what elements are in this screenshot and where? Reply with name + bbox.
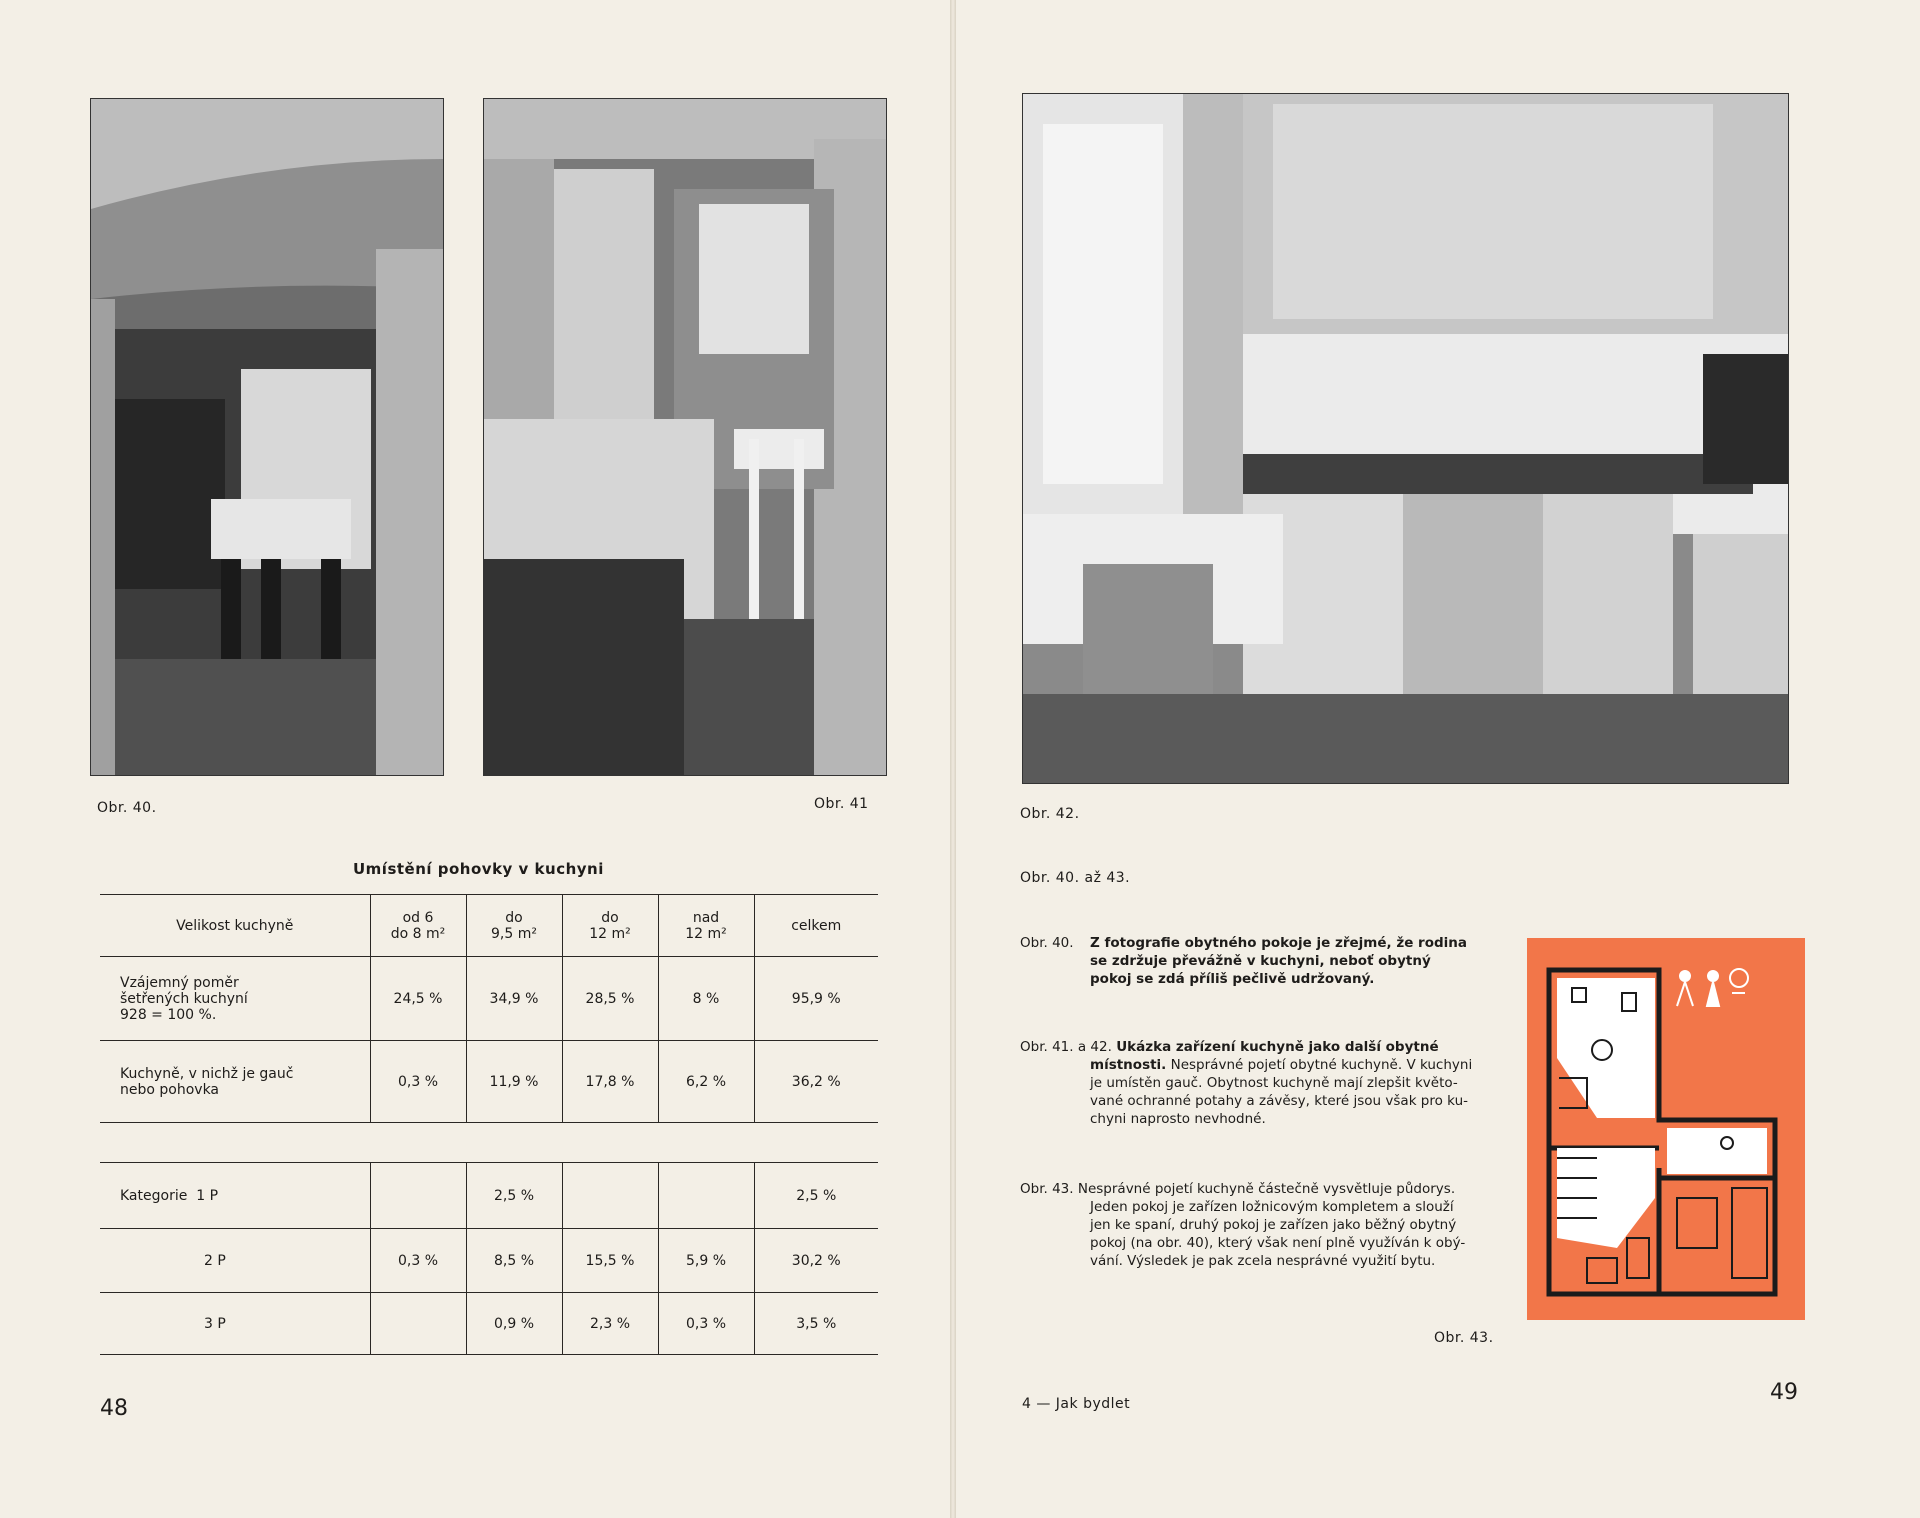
paragraph-line — [1020, 1038, 1500, 1056]
paragraph-obr-40 — [1020, 934, 1500, 988]
paragraph-text: Nesprávné pojetí obytné kuchyně. V kuchyni — [1166, 1057, 1473, 1073]
row-label-line1: Vzájemný poměr — [120, 974, 239, 991]
header-col4 — [658, 895, 754, 957]
table-title: Umístění pohovky v kuchyni — [353, 860, 604, 878]
paragraph-line — [1020, 1180, 1500, 1198]
header-col1-line1: od 6 — [402, 909, 434, 926]
table-cell: 3,5 % — [754, 1293, 878, 1355]
caption-obr-43: Obr. 43. — [1434, 1330, 1494, 1346]
caption-obr-40-43: Obr. 40. až 43. — [1020, 870, 1131, 886]
table-cell: 0,3 % — [658, 1293, 754, 1355]
row-label: 3 P — [100, 1293, 370, 1355]
table-cell: 2,5 % — [754, 1163, 878, 1229]
table-cell: 95,9 % — [754, 957, 878, 1041]
row-label-line2: šetřených kuchyní — [120, 990, 248, 1007]
header-total: celkem — [754, 895, 878, 957]
row-label-line1: Kuchyně, v nichž je gauč — [120, 1065, 294, 1082]
table-cell: 17,8 % — [562, 1041, 658, 1123]
table-cell — [370, 1163, 466, 1229]
category-table — [100, 1162, 878, 1355]
category-label: Kategorie — [120, 1187, 188, 1204]
paragraph-text: vání. Výsledek je pak zcela nesprávné využití bytu. — [1090, 1253, 1436, 1269]
table-cell: 24,5 % — [370, 957, 466, 1041]
header-col4-line2: 12 m² — [685, 925, 727, 942]
table-cell: 11,9 % — [466, 1041, 562, 1123]
paragraph-label: Obr. 40. — [1020, 935, 1074, 951]
paragraph-text: Jeden pokoj je zařízen ložnicovým kompletem a slouží — [1090, 1199, 1454, 1215]
header-kitchen-size: Velikost kuchyně — [100, 895, 370, 957]
paragraph-obr-43 — [1020, 1180, 1500, 1270]
row-label: 2 P — [100, 1229, 370, 1293]
paragraph-text: je umístěn gauč. Obytnost kuchyně mají zlepšit květo- — [1090, 1075, 1458, 1091]
paragraph-text: vané ochranné potahy a závěsy, které jsou však pro ku- — [1090, 1093, 1469, 1109]
kitchen-size-table — [100, 894, 878, 1123]
caption-obr-41: Obr. 41 — [814, 796, 869, 812]
table-cell: 36,2 % — [754, 1041, 878, 1123]
paragraph-label: Obr. 43. — [1020, 1181, 1074, 1197]
paragraph-text: Z fotografie obytného pokoje je zřejmé, že rodina — [1090, 935, 1468, 951]
row-label-line3: 928 = 100 %. — [120, 1006, 217, 1023]
table-cell — [658, 1163, 754, 1229]
caption-obr-40: Obr. 40. — [97, 800, 157, 816]
paragraph-text: se zdržuje převážně v kuchyni, neboť obytný — [1090, 953, 1431, 969]
row-label-line2: nebo pohovka — [120, 1081, 220, 1098]
category-value: 1 P — [196, 1187, 219, 1204]
photo-obr-41-kitchen-couch — [483, 98, 887, 776]
table-row — [100, 1041, 878, 1123]
header-col3-line1: do — [601, 909, 619, 926]
row-label — [100, 957, 370, 1041]
paragraph-text: Ukázka zařízení kuchyně jako další obytné — [1116, 1039, 1439, 1055]
header-col1-line2: do 8 m² — [390, 925, 446, 942]
header-col2 — [466, 895, 562, 957]
header-col2-line1: do — [505, 909, 523, 926]
floor-plan-people-icons — [1677, 969, 1748, 1006]
paragraph-line — [1020, 934, 1500, 952]
table-cell — [562, 1163, 658, 1229]
paragraph-text: chyni naprosto nevhodné. — [1090, 1111, 1266, 1127]
header-col1 — [370, 895, 466, 957]
table-cell: 34,9 % — [466, 957, 562, 1041]
table-cell — [370, 1293, 466, 1355]
caption-obr-42: Obr. 42. — [1020, 806, 1080, 822]
table-cell: 0,3 % — [370, 1041, 466, 1123]
page-number-right: 49 — [1770, 1380, 1798, 1405]
row-label — [100, 1163, 370, 1229]
header-col2-line2: 9,5 m² — [491, 925, 537, 942]
paragraph-text: jen ke spaní, druhý pokoj je zařízen jako běžný obytný — [1090, 1217, 1457, 1233]
paragraph-text: pokoj se zdá příliš pečlivě udržovaný. — [1090, 971, 1375, 987]
table-cell: 8,5 % — [466, 1229, 562, 1293]
table-cell: 30,2 % — [754, 1229, 878, 1293]
floor-plan-obr-43 — [1527, 938, 1805, 1320]
row-label — [100, 1041, 370, 1123]
footer-book-title: 4 — Jak bydlet — [1022, 1396, 1131, 1412]
paragraph-line — [1020, 1056, 1500, 1074]
table-row — [100, 1293, 878, 1355]
page-number-left: 48 — [100, 1396, 128, 1421]
table-cell: 15,5 % — [562, 1229, 658, 1293]
table-row — [100, 1229, 878, 1293]
table-cell: 0,9 % — [466, 1293, 562, 1355]
paragraph-text: pokoj (na obr. 40), který však není plně využíván k obý- — [1090, 1235, 1466, 1251]
header-col4-line1: nad — [692, 909, 720, 926]
table-row — [100, 957, 878, 1041]
photo-obr-40-living-room — [90, 98, 444, 776]
paragraph-text: Nesprávné pojetí kuchyně částečně vysvětluje půdorys. — [1077, 1181, 1456, 1197]
photo-obr-42-kitchen — [1022, 93, 1789, 784]
header-col3 — [562, 895, 658, 957]
table-cell: 28,5 % — [562, 957, 658, 1041]
table-cell: 8 % — [658, 957, 754, 1041]
table-cell: 2,3 % — [562, 1293, 658, 1355]
paragraph-label: Obr. 41. a 42. — [1020, 1039, 1112, 1055]
table-header-row — [100, 895, 878, 957]
paragraph-text: místnosti. — [1090, 1057, 1167, 1073]
table-row — [100, 1163, 878, 1229]
paragraph-obr-41-42 — [1020, 1038, 1500, 1128]
table-cell: 2,5 % — [466, 1163, 562, 1229]
table-cell: 5,9 % — [658, 1229, 754, 1293]
table-cell: 6,2 % — [658, 1041, 754, 1123]
table-cell: 0,3 % — [370, 1229, 466, 1293]
header-col3-line2: 12 m² — [589, 925, 631, 942]
